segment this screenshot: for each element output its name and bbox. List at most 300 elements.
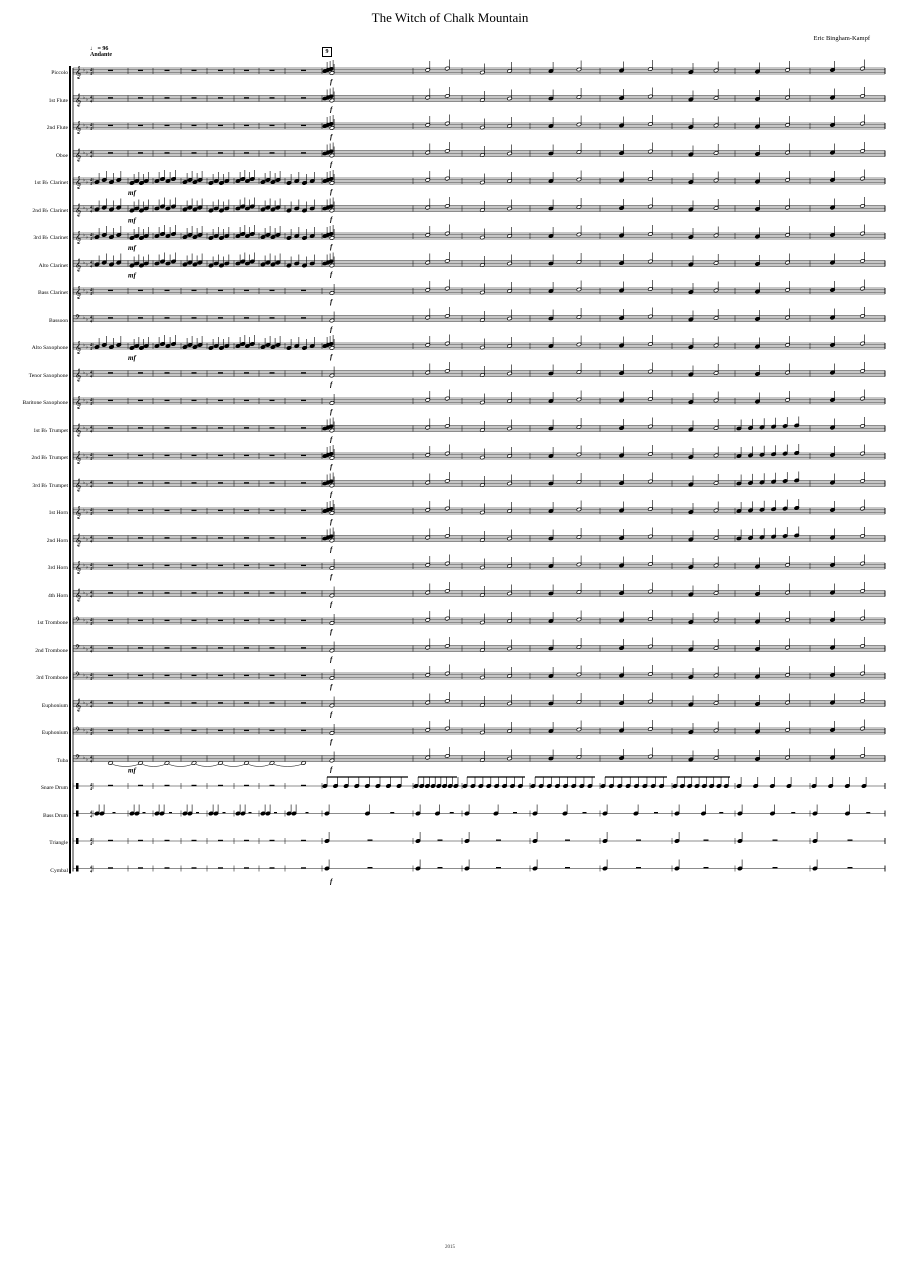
whole-rest bbox=[192, 400, 197, 401]
key-flat-icon: ♭ bbox=[86, 262, 89, 267]
key-flat-icon: ♭ bbox=[86, 152, 89, 157]
whole-rest bbox=[244, 867, 249, 868]
instrument-label: Euphonium bbox=[41, 702, 68, 709]
staff bbox=[73, 170, 885, 198]
whole-rest bbox=[270, 620, 275, 621]
key-flat-icon: ♭ bbox=[83, 177, 86, 183]
whole-rest bbox=[165, 840, 170, 841]
whole-rest bbox=[244, 537, 249, 538]
whole-rest bbox=[138, 125, 143, 126]
key-flat-icon: ♭ bbox=[86, 647, 89, 652]
whole-rest bbox=[270, 510, 275, 511]
key-flat-icon: ♭ bbox=[86, 372, 89, 377]
time-sig-denominator: 4 bbox=[90, 731, 92, 736]
whole-rest bbox=[301, 675, 306, 676]
staff bbox=[73, 87, 885, 114]
whole-rest bbox=[244, 317, 249, 318]
key-flat-icon: ♭ bbox=[83, 287, 86, 293]
dynamic-f: f bbox=[330, 270, 333, 279]
whole-rest bbox=[165, 647, 170, 648]
whole-rest bbox=[108, 152, 113, 153]
instrument-label: 1st Horn bbox=[48, 510, 68, 516]
time-sig-denominator: 4 bbox=[90, 373, 92, 379]
rest bbox=[848, 840, 853, 841]
key-flat-icon: ♭ bbox=[86, 289, 89, 295]
rest bbox=[368, 840, 373, 841]
whole-rest bbox=[108, 730, 113, 731]
dynamic-f: f bbox=[330, 490, 333, 499]
dynamic-f: f bbox=[330, 380, 333, 389]
whole-rest bbox=[165, 400, 170, 401]
whole-rest bbox=[108, 482, 113, 483]
dynamic-f: f bbox=[330, 463, 333, 471]
key-flat-icon: ♭ bbox=[83, 535, 86, 540]
whole-rest bbox=[270, 675, 275, 676]
whole-rest bbox=[244, 455, 249, 456]
time-sig-denominator: 4 bbox=[90, 511, 92, 516]
whole-rest bbox=[192, 125, 197, 126]
time-sig-numerator: 4 bbox=[90, 397, 92, 402]
key-flat-icon: ♭ bbox=[83, 590, 86, 595]
tie bbox=[249, 765, 271, 767]
whole-rest bbox=[138, 867, 143, 868]
key-flat-icon: ♭ bbox=[86, 234, 89, 240]
time-sig-numerator: 4 bbox=[90, 617, 92, 622]
instrument-label: Tenor Saxophone bbox=[28, 372, 68, 379]
staff bbox=[73, 362, 885, 389]
whole-rest bbox=[108, 647, 113, 648]
instrument-label: 2nd B♭ Trumpet bbox=[31, 455, 68, 461]
staff bbox=[73, 225, 885, 253]
whole-rest bbox=[218, 125, 223, 126]
treble-clef-icon: 𝄞 bbox=[75, 397, 82, 409]
whole-rest bbox=[108, 592, 113, 593]
whole-rest bbox=[244, 290, 249, 291]
whole-rest bbox=[270, 785, 275, 786]
whole-rest bbox=[138, 70, 143, 71]
whole-rest bbox=[301, 372, 306, 373]
whole-rest bbox=[138, 840, 143, 841]
instrument-label: 2nd B♭ Clarinet bbox=[32, 207, 68, 214]
dynamic-f: f bbox=[330, 215, 333, 224]
time-sig-denominator: 4 bbox=[90, 428, 92, 434]
whole-rest bbox=[138, 372, 143, 373]
dynamic-f: f bbox=[330, 738, 333, 746]
time-sig-numerator: 4 bbox=[90, 94, 92, 100]
time-sig-denominator: 4 bbox=[90, 676, 92, 681]
dynamic-f: f bbox=[330, 298, 333, 306]
staff bbox=[73, 555, 885, 582]
rest bbox=[866, 812, 870, 813]
instrument-label: 3rd B♭ Clarinet bbox=[33, 235, 68, 241]
time-sig-numerator: 4 bbox=[90, 727, 92, 732]
staff bbox=[73, 417, 885, 444]
time-sig-numerator: 4 bbox=[90, 149, 92, 155]
whole-rest bbox=[244, 592, 249, 593]
dynamic-f: f bbox=[330, 78, 333, 86]
key-flat-icon: ♭ bbox=[83, 755, 86, 760]
key-flat-icon: ♭ bbox=[86, 124, 89, 130]
treble-clef-icon: 𝄞 bbox=[75, 369, 82, 382]
dynamic-f: f bbox=[330, 683, 333, 691]
bass-clef-icon: 𝄢 bbox=[75, 616, 81, 625]
whole-rest bbox=[192, 482, 197, 483]
whole-rest bbox=[138, 620, 143, 621]
staff bbox=[73, 665, 885, 692]
staff bbox=[73, 335, 885, 363]
time-sig-numerator: 4 bbox=[90, 232, 92, 237]
whole-rest bbox=[108, 290, 113, 291]
time-sig-numerator: 4 bbox=[90, 589, 92, 595]
key-flat-icon: ♭ bbox=[86, 619, 89, 625]
instrument-label: Cymbal bbox=[50, 867, 68, 874]
instrument-label: 1st B♭ Clarinet bbox=[34, 180, 68, 186]
instrument-label: Alto Clarinet bbox=[38, 262, 68, 269]
instrument-label: 2nd Horn bbox=[46, 537, 68, 544]
whole-rest bbox=[218, 675, 223, 676]
whole-rest bbox=[244, 400, 249, 401]
key-flat-icon: ♭ bbox=[86, 757, 89, 762]
rest bbox=[368, 867, 373, 868]
whole-rest bbox=[165, 455, 170, 456]
rest bbox=[848, 867, 853, 868]
whole-rest bbox=[165, 372, 170, 373]
whole-rest bbox=[301, 785, 306, 786]
instrument-label: 1st B♭ Trumpet bbox=[33, 427, 68, 434]
rest bbox=[438, 840, 443, 841]
whole-rest bbox=[218, 565, 223, 566]
instrument-label: 3rd Horn bbox=[47, 565, 68, 571]
whole-rest bbox=[165, 482, 170, 483]
key-flat-icon: ♭ bbox=[83, 562, 86, 568]
staff bbox=[73, 860, 885, 874]
whole-rest bbox=[244, 565, 249, 566]
staff bbox=[73, 720, 885, 747]
whole-rest bbox=[165, 592, 170, 593]
instrument-label: 1st Trombone bbox=[37, 620, 68, 626]
key-flat-icon: ♭ bbox=[83, 67, 86, 73]
whole-rest bbox=[108, 427, 113, 428]
dynamic-f: f bbox=[330, 600, 333, 609]
whole-rest bbox=[165, 702, 170, 703]
whole-rest bbox=[108, 840, 113, 841]
instrument-label: 3rd B♭ Trumpet bbox=[32, 482, 68, 489]
whole-rest bbox=[301, 840, 306, 841]
key-flat-icon: ♭ bbox=[86, 564, 89, 570]
staff bbox=[73, 582, 885, 609]
rest bbox=[496, 840, 501, 841]
instrument-label: Bassoon bbox=[49, 317, 68, 324]
rest bbox=[113, 812, 116, 813]
treble-clef-icon: 𝄞 bbox=[75, 507, 82, 519]
whole-rest bbox=[301, 455, 306, 456]
whole-rest bbox=[108, 70, 113, 71]
whole-rest bbox=[138, 730, 143, 731]
rest bbox=[704, 867, 709, 868]
dynamic-f: f bbox=[330, 545, 333, 554]
whole-rest bbox=[138, 785, 143, 786]
key-flat-icon: ♭ bbox=[83, 315, 86, 320]
key-flat-icon: ♭ bbox=[83, 617, 86, 623]
whole-rest bbox=[165, 620, 170, 621]
whole-rest bbox=[301, 730, 306, 731]
time-sig-denominator: 4 bbox=[90, 181, 92, 186]
whole-rest bbox=[192, 675, 197, 676]
time-sig-numerator: 4 bbox=[90, 507, 92, 512]
whole-rest bbox=[138, 565, 143, 566]
staff bbox=[73, 692, 885, 719]
time-sig-denominator: 4 bbox=[90, 98, 92, 104]
whole-rest bbox=[244, 785, 249, 786]
whole-rest bbox=[301, 70, 306, 71]
staff bbox=[73, 197, 885, 225]
whole-rest bbox=[244, 70, 249, 71]
whole-rest bbox=[270, 400, 275, 401]
key-flat-icon: ♭ bbox=[83, 370, 86, 375]
percussion-clef-icon bbox=[76, 838, 79, 844]
treble-clef-icon: 𝄞 bbox=[75, 424, 82, 437]
whole-rest bbox=[138, 455, 143, 456]
staff bbox=[73, 832, 885, 846]
whole-rest bbox=[192, 455, 197, 456]
staff bbox=[73, 280, 885, 307]
whole-rest bbox=[165, 785, 170, 786]
treble-clef-icon: 𝄞 bbox=[75, 122, 82, 134]
tie bbox=[223, 765, 245, 767]
whole-rest bbox=[270, 290, 275, 291]
whole-rest bbox=[244, 372, 249, 373]
whole-rest bbox=[218, 730, 223, 731]
whole-rest bbox=[301, 565, 306, 566]
rest bbox=[773, 867, 778, 868]
treble-clef-icon: 𝄞 bbox=[75, 67, 82, 79]
time-sig-numerator: 4 bbox=[90, 342, 92, 347]
key-flat-icon: ♭ bbox=[86, 482, 89, 487]
rest bbox=[636, 840, 641, 841]
key-flat-icon: ♭ bbox=[83, 425, 86, 430]
whole-rest bbox=[192, 290, 197, 291]
whole-rest bbox=[192, 592, 197, 593]
instrument-label: Triangle bbox=[49, 840, 68, 846]
staff bbox=[73, 142, 885, 169]
staff bbox=[73, 637, 885, 664]
whole-rest bbox=[138, 290, 143, 291]
time-sig-numerator: 4 bbox=[90, 259, 92, 265]
whole-rest bbox=[244, 840, 249, 841]
key-flat-icon: ♭ bbox=[83, 150, 86, 155]
time-sig-denominator: 4 bbox=[90, 153, 92, 159]
whole-rest bbox=[301, 510, 306, 511]
treble-clef-icon: 𝄞 bbox=[75, 342, 82, 354]
time-sig-numerator: 4 bbox=[90, 479, 92, 485]
dynamic-f: f bbox=[330, 655, 333, 664]
dynamic-f: f bbox=[330, 188, 333, 196]
whole-rest bbox=[192, 647, 197, 648]
whole-rest bbox=[301, 427, 306, 428]
rest bbox=[169, 812, 172, 813]
whole-rest bbox=[218, 97, 223, 98]
tie bbox=[274, 765, 302, 767]
time-sig-denominator: 4 bbox=[90, 813, 92, 819]
whole-rest bbox=[218, 620, 223, 621]
whole-rest bbox=[138, 317, 143, 318]
page-footer: 2015 bbox=[445, 1245, 455, 1250]
key-flat-icon: ♭ bbox=[86, 179, 89, 185]
dynamic-f: f bbox=[330, 243, 333, 251]
whole-rest bbox=[138, 427, 143, 428]
whole-rest bbox=[192, 537, 197, 538]
bass-clef-icon: 𝄢 bbox=[75, 643, 81, 653]
time-sig-denominator: 4 bbox=[90, 538, 92, 544]
whole-rest bbox=[244, 125, 249, 126]
key-flat-icon: ♭ bbox=[86, 509, 89, 515]
time-sig-denominator: 4 bbox=[90, 291, 92, 296]
time-sig-numerator: 4 bbox=[90, 287, 92, 292]
key-flat-icon: ♭ bbox=[83, 397, 86, 403]
rest bbox=[704, 840, 709, 841]
whole-rest bbox=[270, 482, 275, 483]
time-sig-numerator: 4 bbox=[90, 314, 92, 320]
treble-clef-icon: 𝄞 bbox=[75, 232, 82, 244]
dynamic-f: f bbox=[330, 408, 333, 416]
whole-rest bbox=[108, 702, 113, 703]
whole-rest bbox=[192, 317, 197, 318]
whole-rest bbox=[165, 730, 170, 731]
whole-rest bbox=[270, 152, 275, 153]
rehearsal-mark: 9 bbox=[322, 47, 332, 57]
key-flat-icon: ♭ bbox=[83, 232, 86, 238]
staff bbox=[73, 472, 885, 499]
key-flat-icon: ♭ bbox=[83, 95, 86, 100]
treble-clef-icon: 𝄞 bbox=[75, 699, 82, 712]
whole-rest bbox=[218, 537, 223, 538]
whole-rest bbox=[165, 125, 170, 126]
bass-clef-icon: 𝄢 bbox=[75, 313, 81, 323]
time-sig-denominator: 4 bbox=[90, 566, 92, 571]
whole-rest bbox=[270, 97, 275, 98]
staff bbox=[73, 747, 885, 775]
instrument-label: 2nd Trombone bbox=[35, 647, 68, 654]
whole-rest bbox=[108, 565, 113, 566]
whole-rest bbox=[218, 840, 223, 841]
whole-rest bbox=[270, 70, 275, 71]
instrument-label: Piccolo bbox=[51, 70, 68, 76]
score-title: The Witch of Chalk Mountain bbox=[371, 10, 529, 25]
instrument-label: Alto Saxophone bbox=[31, 345, 68, 351]
rest bbox=[223, 812, 226, 813]
rest bbox=[390, 812, 394, 813]
rest bbox=[719, 812, 723, 813]
tie bbox=[169, 765, 192, 767]
treble-clef-icon: 𝄞 bbox=[75, 149, 82, 162]
whole-rest bbox=[301, 317, 306, 318]
treble-clef-icon: 𝄞 bbox=[75, 287, 82, 299]
time-sig-numerator: 4 bbox=[90, 177, 92, 182]
whole-rest bbox=[301, 647, 306, 648]
whole-rest bbox=[108, 400, 113, 401]
staff bbox=[73, 115, 885, 142]
tempo-value: ♩ = 96 bbox=[90, 46, 109, 52]
percussion-clef-icon bbox=[76, 866, 79, 872]
dynamic-mf: mf bbox=[128, 354, 136, 362]
treble-clef-icon: 𝄞 bbox=[75, 204, 82, 217]
key-flat-icon: ♭ bbox=[83, 645, 86, 650]
rest bbox=[654, 812, 658, 813]
whole-rest bbox=[244, 702, 249, 703]
key-flat-icon: ♭ bbox=[86, 207, 89, 212]
whole-rest bbox=[244, 647, 249, 648]
whole-rest bbox=[218, 482, 223, 483]
time-sig-numerator: 4 bbox=[90, 424, 92, 430]
instrument-label: 2nd Flute bbox=[46, 125, 68, 131]
treble-clef-icon: 𝄞 bbox=[75, 452, 82, 464]
instrument-label: Oboe bbox=[55, 152, 68, 159]
time-sig-denominator: 4 bbox=[90, 483, 92, 489]
dynamic-mf: mf bbox=[128, 271, 136, 280]
rest bbox=[306, 812, 309, 813]
dynamic-f: f bbox=[330, 877, 333, 886]
whole-rest bbox=[192, 510, 197, 511]
whole-rest bbox=[192, 372, 197, 373]
key-flat-icon: ♭ bbox=[86, 97, 89, 102]
dynamic-f: f bbox=[330, 353, 333, 361]
whole-rest bbox=[192, 620, 197, 621]
time-sig-numerator: 4 bbox=[90, 452, 92, 457]
whole-rest bbox=[192, 785, 197, 786]
whole-rest bbox=[108, 372, 113, 373]
whole-rest bbox=[270, 427, 275, 428]
whole-rest bbox=[244, 620, 249, 621]
whole-rest bbox=[108, 125, 113, 126]
whole-rest bbox=[301, 537, 306, 538]
whole-rest bbox=[244, 152, 249, 153]
rest bbox=[196, 812, 199, 813]
rest bbox=[636, 867, 641, 868]
key-flat-icon: ♭ bbox=[86, 592, 89, 597]
whole-rest bbox=[270, 730, 275, 731]
whole-rest bbox=[192, 867, 197, 868]
bass-clef-icon: 𝄢 bbox=[75, 671, 81, 680]
whole-rest bbox=[165, 675, 170, 676]
key-flat-icon: ♭ bbox=[86, 454, 89, 460]
whole-rest bbox=[165, 152, 170, 153]
whole-rest bbox=[270, 537, 275, 538]
whole-rest bbox=[218, 510, 223, 511]
staff bbox=[73, 805, 885, 819]
instrument-label: Snare Drum bbox=[40, 785, 68, 791]
whole-rest bbox=[138, 592, 143, 593]
dynamic-mf: mf bbox=[128, 766, 136, 775]
whole-rest bbox=[108, 455, 113, 456]
whole-rest bbox=[218, 592, 223, 593]
rest bbox=[773, 840, 778, 841]
time-sig-numerator: 4 bbox=[90, 864, 92, 870]
staff bbox=[73, 390, 885, 417]
key-flat-icon: ♭ bbox=[83, 260, 86, 265]
whole-rest bbox=[192, 427, 197, 428]
treble-clef-icon: 𝄞 bbox=[75, 479, 82, 492]
whole-rest bbox=[218, 702, 223, 703]
rest bbox=[583, 812, 587, 813]
rest bbox=[565, 840, 570, 841]
rest bbox=[791, 812, 795, 813]
key-flat-icon: ♭ bbox=[83, 700, 86, 705]
whole-rest bbox=[138, 510, 143, 511]
key-flat-icon: ♭ bbox=[83, 727, 86, 733]
time-sig-denominator: 4 bbox=[90, 703, 92, 709]
staff bbox=[73, 307, 885, 334]
whole-rest bbox=[138, 152, 143, 153]
